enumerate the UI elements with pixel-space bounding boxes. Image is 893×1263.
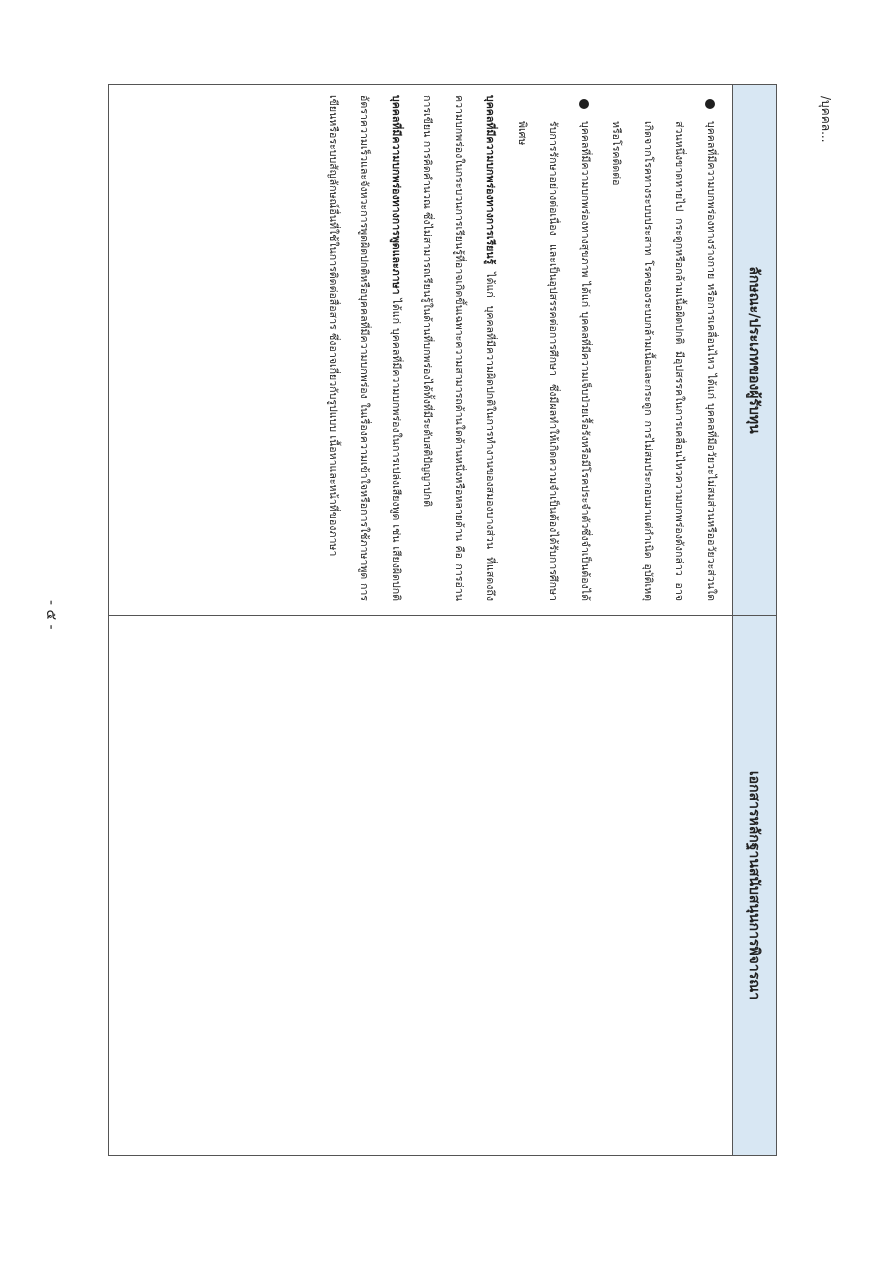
evidence-cell [109, 616, 732, 1155]
bullet-text: บุคคลที่มีความบกพร่องทางร่างกาย หรือการเคลื่อนไหว ได้แก่ บุคคลที่มีอวัยวะไม่สมส่วนหรืออวัยวะส่วนใดส่วนหนึ่งขาดหายไป กระดูกหรือกล้ามเนื้อผิดปกติ มีอุปสรรคในการเคลื่อนไหวความบกพร่องดังกล่าว อาจเกิดจากโรคทางระบบประสาท โรคของระบบกล้ามเนื้อและกระดูก การไม่สมประกอบมาแต่กำเนิด อุบัติเหตุหรือโรคติดต่อ [610, 121, 717, 601]
paragraph-text: ได้แก่ บุคคลที่มีความผิดปกติในการทำงานของสมองบางส่วน ที่แสดงถึงความบกพร่องในกระบวนการเรียนรู้ที่อาจเกิดขึ้นเฉพาะความสามารถด้านใดด้านหนึ่งหรือหลายด้าน คือ การอ่าน การเขียน การคิดคำนวณ ซึ่งไม่สามารถเรียนรู้ในด้านที่บกพร่องได้ทั้งที่มีระดับสติปัญญาปกติ [421, 95, 497, 601]
paragraph-speech-language [317, 95, 412, 601]
characteristics-cell [109, 85, 732, 616]
continuation-marker: /บุคคล... [819, 96, 833, 143]
page-number: - ๕ - [43, 600, 59, 630]
bullet-icon [579, 99, 589, 109]
bullet-item-physical [600, 95, 726, 601]
paragraph-title: บุคคลที่มีความบกพร่องทางการเรียนรู้ [484, 95, 497, 265]
table-body-row [109, 85, 732, 1155]
paragraph-title: บุคคลที่มีความบกพร่องทางการพูดและภาษา [390, 95, 402, 295]
paragraph-learning-disability [411, 95, 506, 601]
bullet-icon [705, 99, 715, 109]
bullet-text: บุคคลที่มีความบกพร่องทางสุขภาพ ได้แก่ บุคคลที่มีความเจ็บป่วยเรื้อรังหรือมีโรคประจำตัวซึ่งจำเป็นต้องได้รับการรักษาอย่างต่อเนื่อง และเป็นอุปสรรคต่อการศึกษา ซึ่งมีผลทำให้เกิดความจำเป็นต้องได้รับการศึกษาพิเศษ [516, 121, 591, 601]
paragraph-text: ได้แก่ บุคคลที่มีความบกพร่องในการเปล่งเสียงพูด เช่น เสียงผิดปกติ อัตราความเร็วและจังหวะการพูดผิดปกติหรือบุคคลที่มีความบกพร่อง ในเรื่องความเข้าใจหรือการใช้ภาษาพูด การเขียนหรือระบบสัญลักษณ์อื่นที่ใช้ในการติดต่อสื่อสาร ซึ่งอาจเกี่ยวกับรูปแบบ เนื้อหาและหน้าที่ของภาษา [327, 95, 402, 601]
criteria-table [108, 84, 777, 1156]
header-evidence: เอกสารหลักฐานสนับสนุนการพิจารณา [746, 770, 763, 1001]
table-header-row [732, 85, 776, 1155]
header-characteristics: ลักษณะ/ประเภทของผู้รับทุน [733, 85, 776, 616]
bullet-item-health [506, 95, 601, 601]
